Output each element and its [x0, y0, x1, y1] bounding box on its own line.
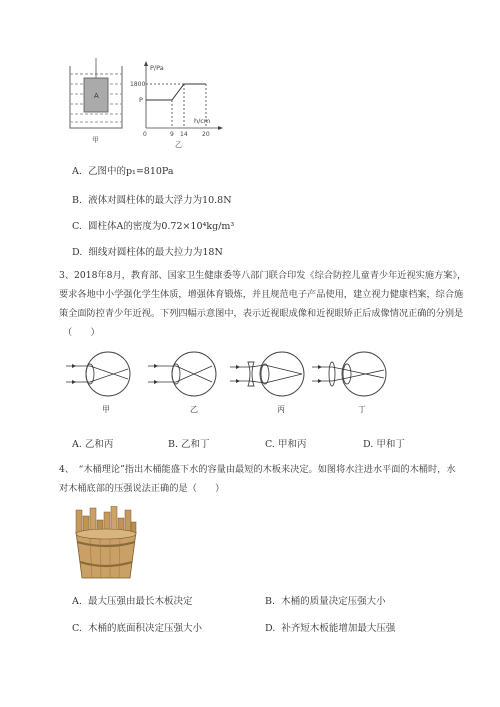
question-4-stem [59, 460, 479, 498]
q4-line-2: 对木桶底部的压强说法正确的是（ ） [59, 483, 225, 494]
option-letter: C. [72, 623, 82, 634]
option-letter: A. [72, 596, 82, 607]
eye-diagram-yi [148, 352, 216, 414]
pressure-graph [130, 61, 223, 149]
option-text: 液体对圆柱体的最大浮力为10.8N [88, 195, 232, 206]
q3-option-d[interactable] [363, 436, 405, 450]
eye-label-bing: 丙 [277, 405, 285, 414]
option-letter: B. [265, 596, 276, 607]
concave-lens [248, 362, 254, 386]
option-letter: A. [72, 166, 82, 177]
q2-option-a[interactable] [72, 163, 174, 177]
q2-option-d[interactable] [72, 244, 223, 258]
option-letter: D. [265, 623, 276, 634]
figure-label-yi: 乙 [175, 141, 182, 149]
eye-label-yi: 乙 [190, 405, 198, 414]
q3-line-2: 要求各地中小学强化学生体质，增强体育锻炼，并且规范电子产品使用，建立视力健康档案，综合施 [59, 289, 464, 300]
q4-line-1: 4、 “木桶理论”指出木桶能盛下水的容量由最短的木板来决定。如图将水注进水平面的木桶时，水 [59, 464, 456, 475]
option-text: 木桶的质量决定压强大小 [281, 596, 386, 607]
option-text: 甲和丁 [376, 439, 405, 450]
y-tick-p: P [139, 96, 143, 104]
question-3-stem [59, 266, 479, 342]
x-tick-14: 14 [180, 131, 188, 138]
option-text: 细线对圆柱体的最大拉力为18N [88, 247, 223, 258]
x-axis-label: h/cm [194, 117, 211, 125]
y-tick-1800: 1800 [130, 81, 146, 88]
q2-option-b[interactable] [72, 192, 232, 206]
figure-label-jia: 甲 [92, 136, 99, 144]
option-letter: D. [363, 439, 374, 450]
option-letter: B. [72, 195, 83, 206]
option-text: 补齐短木板能增加最大压强 [281, 623, 396, 634]
option-letter: C. [72, 221, 82, 232]
q2-option-c[interactable] [72, 218, 234, 232]
convex-lens [329, 362, 335, 386]
q4-option-c[interactable] [72, 620, 202, 634]
eye-diagram-bing [230, 352, 304, 414]
x-tick-20: 20 [202, 131, 210, 138]
q3-option-a[interactable] [72, 436, 113, 450]
q3-option-b[interactable] [168, 436, 210, 450]
q4-option-b[interactable] [265, 593, 386, 607]
eye-diagram-jia [66, 352, 130, 414]
option-text: 甲和丙 [277, 439, 307, 450]
option-text: 乙和丙 [84, 439, 114, 450]
q3-line-3: 策全面防控青少年近视。下列四幅示意图中，表示近视眼成像和近视眼矫正后成像情况正确的分别是 [59, 308, 464, 319]
option-text: 乙和丁 [181, 439, 210, 450]
option-letter: B. [168, 439, 179, 450]
q4-option-a[interactable] [72, 593, 192, 607]
q3-option-c[interactable] [265, 436, 307, 450]
x-tick-0: 0 [143, 131, 147, 138]
q4-option-d[interactable] [265, 620, 395, 634]
option-text: 圆柱体A的密度为0.72×10⁴kg/m³ [88, 221, 235, 232]
eye-label-jia: 甲 [102, 405, 110, 414]
top-figure [60, 58, 230, 154]
q3-line-4: （ ） [63, 327, 100, 338]
eye-diagrams [62, 344, 402, 420]
x-tick-9: 9 [170, 131, 174, 138]
container-diagram [70, 58, 122, 144]
q3-line-1: 3、2018年8月，教育部、国家卫生健康委等八部门联合印发《综合防控儿童青少年近视实施方案》， [59, 270, 467, 281]
option-text: 乙图中的p₁=810Pa [87, 166, 174, 177]
option-letter: C. [265, 439, 275, 450]
option-text: 木桶的底面积决定压强大小 [88, 623, 203, 634]
option-letter: A. [72, 439, 82, 450]
option-letter: D. [72, 247, 83, 258]
wooden-bucket-illustration [70, 506, 142, 582]
eye-diagram-ding [312, 352, 386, 414]
option-text: 最大压强由最长木板决定 [87, 596, 193, 607]
cylinder-label: A [94, 92, 99, 100]
y-axis-label: P/Pa [150, 64, 164, 72]
eye-label-ding: 丁 [358, 405, 366, 414]
